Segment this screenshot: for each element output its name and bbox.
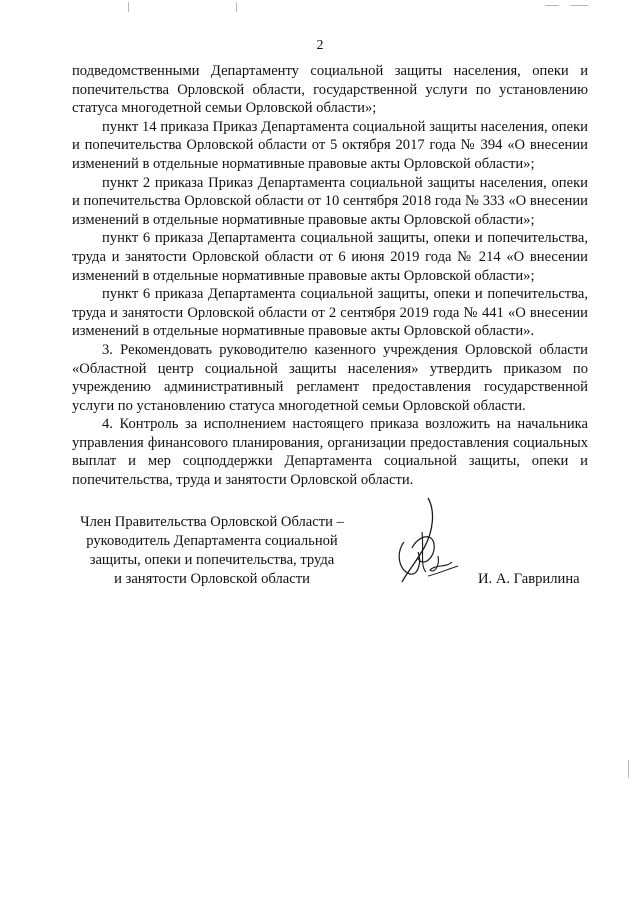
paragraph-clause-4: 4. Контроль за исполнением настоящего приказа возложить на начальника управления финансового планирования, организации предоставления социальных выплат и мер соцподдержки Департамента социальной защиты, опеки и попечительства, труда и занятости Орловской области. bbox=[72, 416, 588, 489]
page-number: 2 bbox=[316, 38, 324, 53]
position-line: защиты, опеки и попечительства, труда bbox=[89, 552, 335, 568]
paragraph-item-6-june: пункт 6 приказа Департамента социальной защиты, опеки и попечительства, труда и занятости Орловской области от 6 июня 2019 года № 214 «О внесении изменений в отдельные нормативные правовые акты Орловской области»; bbox=[72, 230, 588, 284]
paragraph-item-14: пункт 14 приказа Приказ Департамента социальной защиты населения, опеки и попечительства Орловской области от 5 октября 2017 года № 394 «О внесении изменений в отдельные нормативные правовые акты Орловской области»; bbox=[72, 118, 588, 172]
scan-artifact bbox=[128, 2, 129, 12]
scan-artifact bbox=[628, 760, 629, 778]
handwritten-signature bbox=[388, 490, 468, 590]
scan-artifact bbox=[570, 5, 588, 6]
paragraph-clause-3: 3. Рекомендовать руководителю казенного учреждения Орловской области «Областной центр социальной защиты населения» утвердить приказом по учреждению административный регламент предоставления государственной услуги по установлению статуса многодетной семьи Орловской области. bbox=[72, 341, 588, 414]
signer-name: И. А. Гаврилина bbox=[478, 571, 580, 587]
document-body bbox=[72, 62, 588, 490]
signatory-position bbox=[72, 513, 352, 589]
position-line: руководитель Департамента социальной bbox=[86, 533, 338, 549]
paragraph-continuation: подведомственными Департаменту социальной защиты населения, опеки и попечительства Орловской области, государственной услуги по установлению статуса многодетной семьи Орловской области»; bbox=[72, 63, 588, 117]
scan-artifact bbox=[545, 5, 559, 6]
position-line: Член Правительства Орловской Области – bbox=[80, 514, 344, 530]
scan-artifact bbox=[236, 2, 237, 12]
paragraph-item-2: пункт 2 приказа Приказ Департамента социальной защиты населения, опеки и попечительства Орловской области от 10 сентября 2018 года № 333 «О внесении изменений в отдельные нормативные правовые акты Орловской области»; bbox=[72, 174, 588, 228]
position-line: и занятости Орловской области bbox=[114, 571, 310, 587]
paragraph-item-6-september: пункт 6 приказа Департамента социальной защиты, опеки и попечительства, труда и занятости Орловской области от 2 сентября 2019 года № 441 «О внесении изменений в отдельные нормативные правовые акты Орловской области». bbox=[72, 286, 588, 340]
